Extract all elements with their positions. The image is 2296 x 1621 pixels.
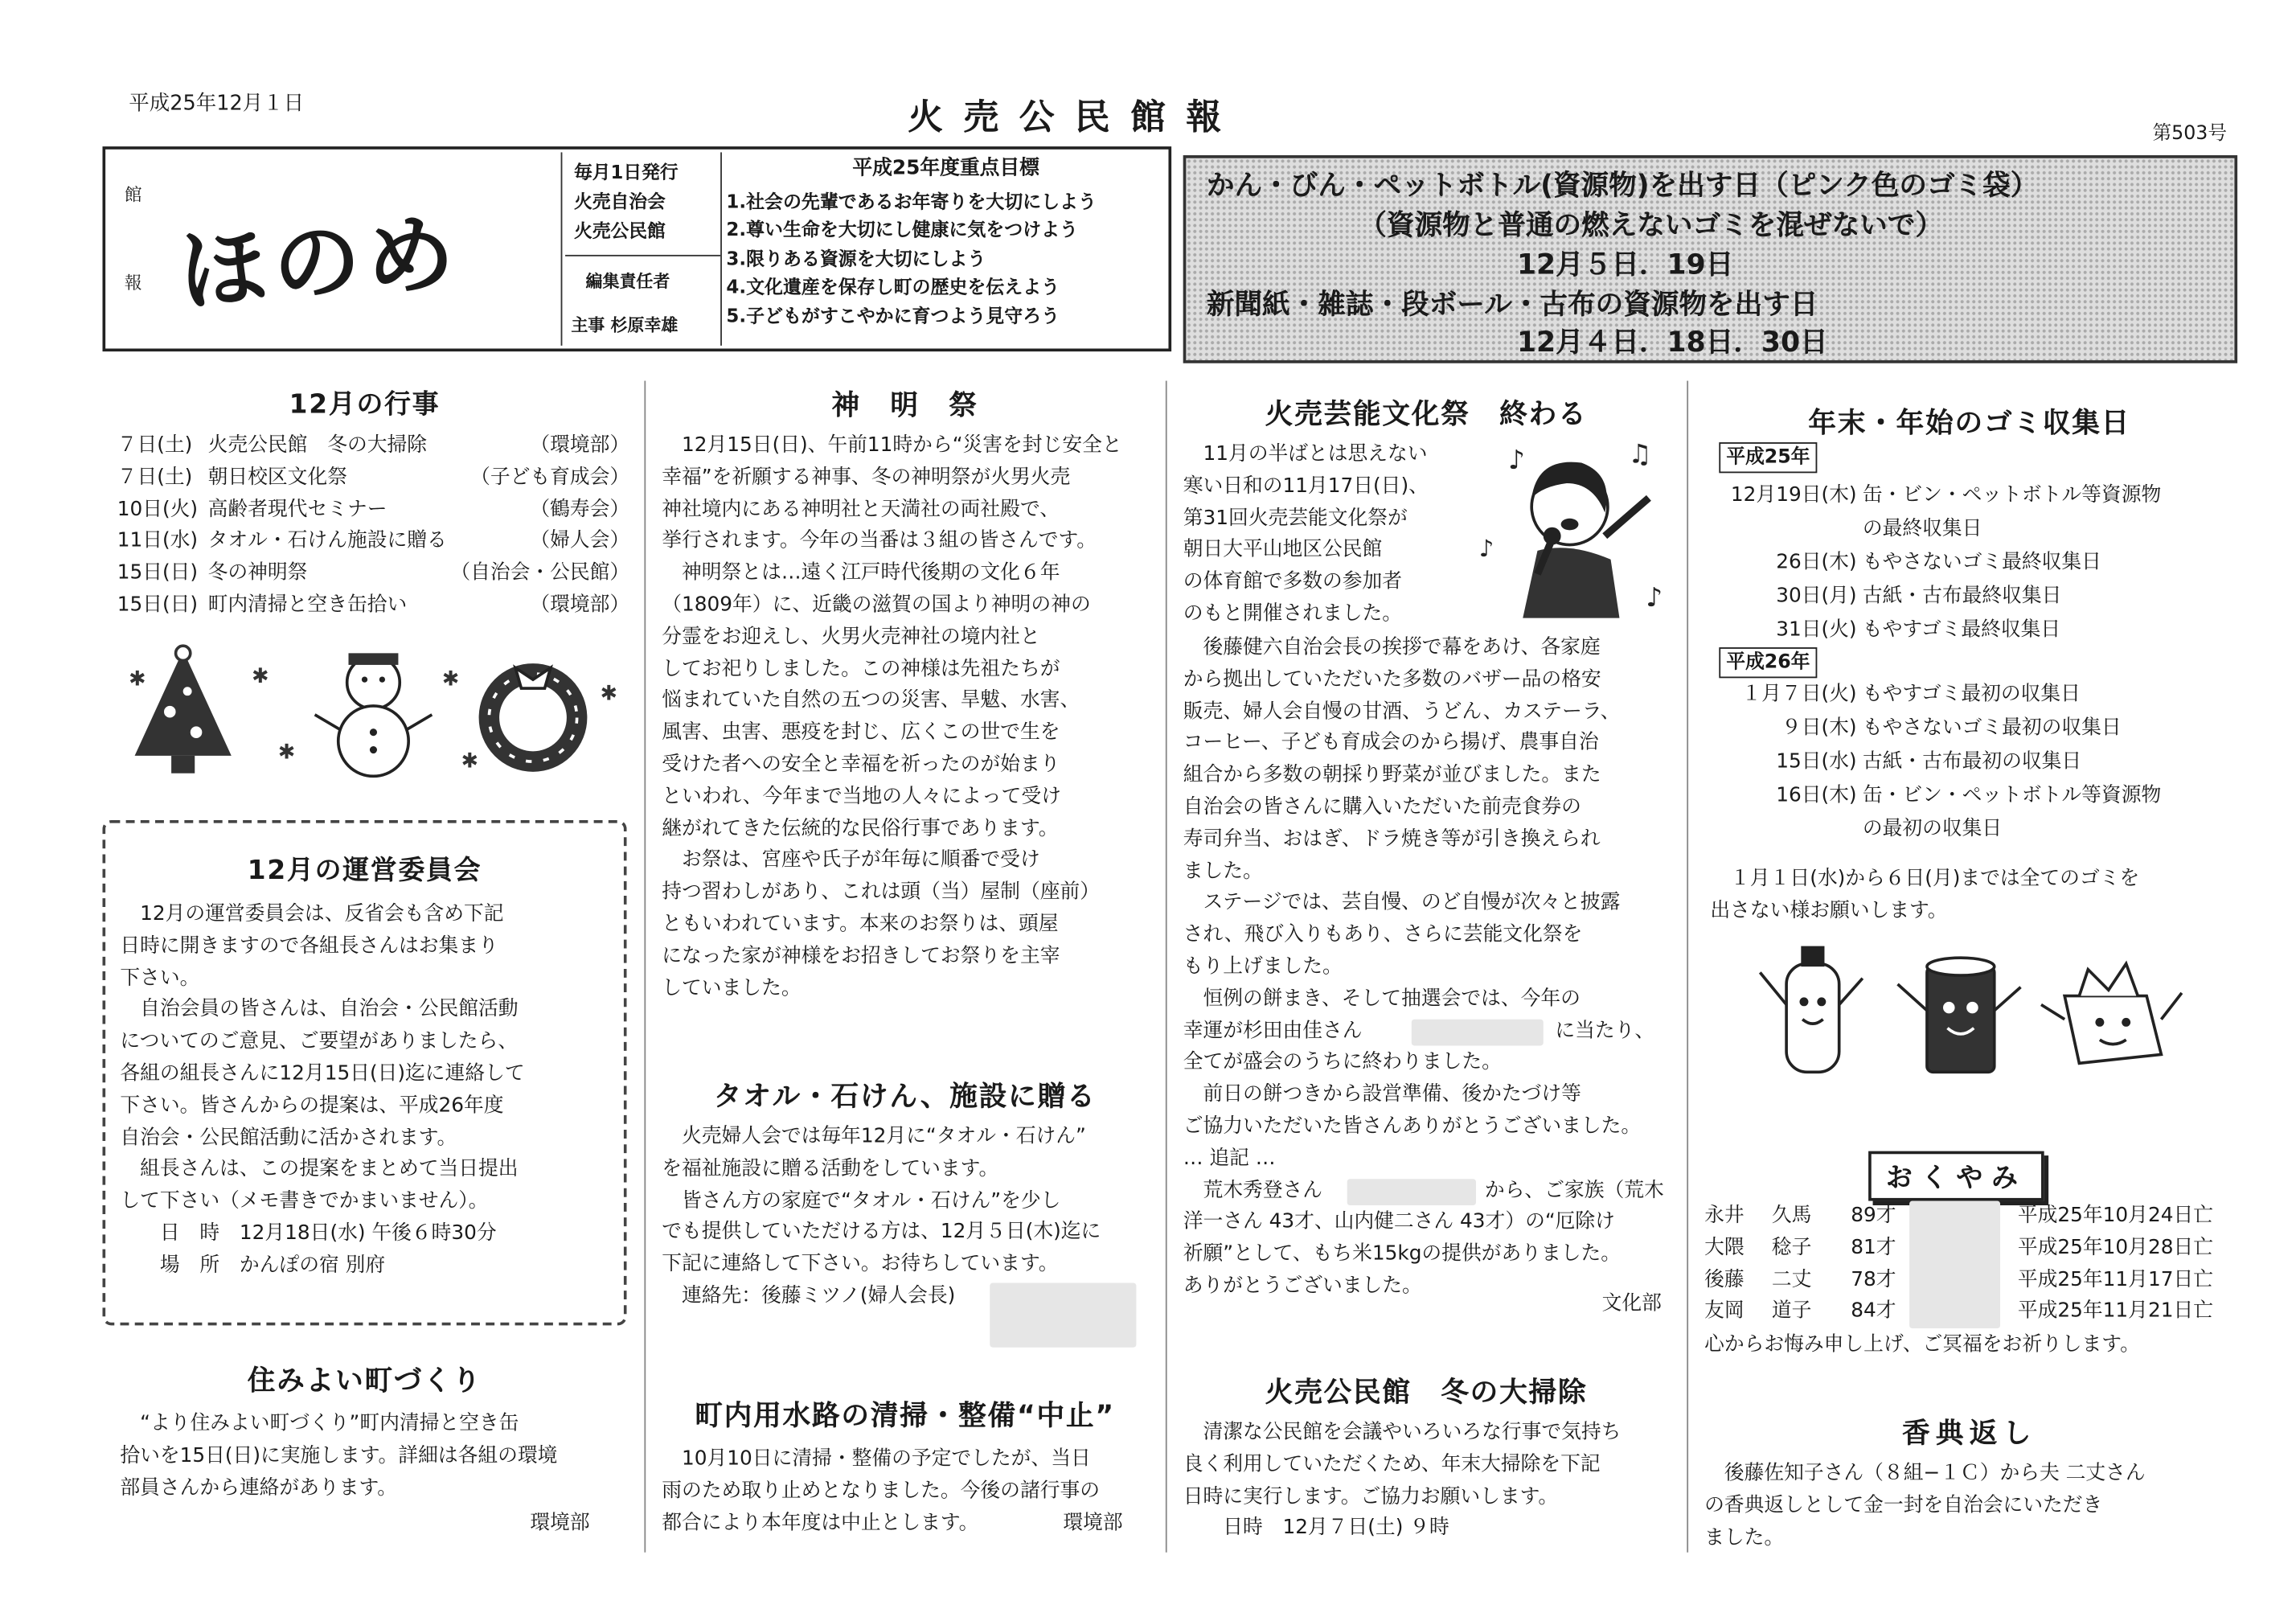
issue-number: 第503号 xyxy=(2152,122,2228,146)
event-row xyxy=(117,590,629,622)
text-line: 受けた者への安全と幸福を祈ったのが始まり xyxy=(662,753,1060,777)
okuyami-given: 道子 xyxy=(1771,1299,1812,1323)
shinmei-body xyxy=(662,430,1121,1005)
text-line: 下さい。皆さんからの提案は、平成26年度 xyxy=(120,1094,504,1118)
text-line: 10月10日に清掃・整備の予定でしたが、当日 xyxy=(662,1447,1091,1471)
text-line: から拠出していただいた多数のバザー品の格安 xyxy=(1183,667,1601,691)
gomi-row xyxy=(1716,747,2244,781)
redacted-address xyxy=(1909,1201,2000,1328)
text-line: 販売、婦人会自慢の甘酒、うどん、カステーラ、 xyxy=(1183,699,1621,724)
bottle-mascot-icon xyxy=(1760,946,1862,1073)
text-line: 雨のため取り止めとなりました。今後の諸行事の xyxy=(662,1479,1100,1503)
okuyami-list xyxy=(1704,1201,2249,1329)
text-line: 自治会の皆さんに購入いただいた前売食券の xyxy=(1183,794,1581,819)
trash-mascots xyxy=(1742,938,2211,1084)
committee-title: 12月の運営委員会 xyxy=(247,855,482,886)
gomi-list-2013 xyxy=(1716,480,2244,648)
redacted-contact xyxy=(990,1283,1136,1348)
gomi-text: 古紙・古布最終収集日 xyxy=(1862,584,2062,608)
geino-sign: 文化部 xyxy=(1601,1291,1662,1315)
event-name: 朝日校区文化祭 xyxy=(207,465,347,489)
events-title: 12月の行事 xyxy=(289,389,441,421)
text-line: 下さい。 xyxy=(120,966,200,990)
text-line: 下記に連絡して下さい。お待ちしています。 xyxy=(662,1252,1059,1276)
okuyami-title-wrap xyxy=(1868,1151,2044,1201)
event-name: タオル・石けん施設に贈る xyxy=(207,529,447,553)
column-divider xyxy=(1687,381,1688,1553)
text-line: 12月15日(日)、午前11時から“災害を封じ安全と xyxy=(662,433,1122,458)
event-date: 15日(日) xyxy=(117,560,199,585)
text-line: 組長さんは、この提案をまとめて当日提出 xyxy=(120,1157,519,1181)
goal-item: 5.子どもがすこやかに育つよう見守ろう xyxy=(726,304,1060,327)
recycle-line: かん・びん・ペットボトル(資源物)を出す日（ピンク色のゴミ袋） xyxy=(1206,170,2039,203)
recycle-line: 新聞紙・雑誌・段ボール・古布の資源物を出す日 xyxy=(1206,288,1818,321)
text-line: 12月の運営委員会は、反省会も含め下記 xyxy=(120,901,504,926)
text-line: ともいわれています。本来のお祭りは、頭屋 xyxy=(662,912,1059,936)
event-row xyxy=(117,495,629,527)
gomi-row xyxy=(1716,581,2244,615)
singer-icon xyxy=(1523,462,1649,618)
event-name: 高齢者現代セミナー xyxy=(207,497,387,521)
text-line: 第31回火売芸能文化祭が xyxy=(1183,506,1408,530)
gomi-title: 年末・年始のゴミ収集日 xyxy=(1808,407,2131,440)
text-line: のもと開催されました。 xyxy=(1183,601,1403,626)
araki-line xyxy=(1183,1176,1664,1208)
text-line: 日時に開きますので各組長さんはお集まり xyxy=(120,934,498,958)
okuyami-given: 久馬 xyxy=(1771,1204,1812,1228)
text-line: 朝日大平山地区公民館 xyxy=(1183,538,1383,562)
recycle-line: 12月４日．18日．30日 xyxy=(1516,326,1828,359)
gomi-date: 16日(木) xyxy=(1776,783,1857,807)
kouden-title: 香典返し xyxy=(1901,1418,2037,1451)
machi-title: 住みよい町づくり xyxy=(247,1365,482,1397)
event-org: （婦人会） xyxy=(530,529,630,553)
text-line: を福祉施設に贈る活動をしています。 xyxy=(662,1156,999,1180)
text-line: 後藤佐知子さん（８組−１Ｃ）から夫 二丈さん xyxy=(1704,1461,2146,1485)
text-line: ました。 xyxy=(1704,1525,1785,1549)
text-line: 継がれてきた伝統的な民俗行事であります。 xyxy=(662,816,1059,840)
svg-text:✱: ✱ xyxy=(252,663,269,688)
winner-line xyxy=(1183,1016,1655,1048)
text-line: についてのご意見、ご要望がありましたら、 xyxy=(120,1029,519,1053)
goal-item: 4.文化遺産を保存し町の歴史を伝えよう xyxy=(726,276,1060,298)
recycle-line: 12月５日．19日 xyxy=(1516,248,1734,281)
text-line: 風害、虫害、悪疫を封じ、広くこの世で生を xyxy=(662,720,1060,745)
gomi-text: 缶・ビン・ペットボトル等資源物 xyxy=(1862,783,2162,807)
machi-body xyxy=(120,1409,557,1504)
text-line: 後藤健六自治会長の挨拶で幕をあけ、各家庭 xyxy=(1183,635,1601,659)
text-line: していました。 xyxy=(662,976,802,1000)
okuyami-closing: 心からお悔み申し上げ、ご冥福をお祈りします。 xyxy=(1704,1332,2140,1356)
text-line: 神社境内にある神明社と天満社の両社殿で、 xyxy=(662,497,1060,521)
logo-kan: 館 xyxy=(124,184,142,205)
gomi-row xyxy=(1716,679,2244,713)
logo-honome: ほのめ xyxy=(175,203,464,325)
text-line: 出さない様お願いします。 xyxy=(1710,898,1948,923)
svg-text:✱: ✱ xyxy=(278,740,296,765)
gomi-row xyxy=(1716,781,2244,815)
text-line: 自治会員の皆さんは、自治会・公民館活動 xyxy=(120,998,519,1022)
text-line: 組合から多数の朝採り野菜が並びました。また xyxy=(1183,763,1601,787)
event-name: 冬の神明祭 xyxy=(207,560,308,585)
okuyami-date: 平成25年11月17日亡 xyxy=(2017,1267,2213,1291)
souji-body xyxy=(1183,1418,1622,1545)
event-org: （鶴寿会） xyxy=(530,497,630,521)
gomi-date: １月７日(火) xyxy=(1741,682,1857,706)
gomi-date: 26日(木) xyxy=(1776,550,1857,574)
column-divider xyxy=(644,381,646,1553)
okuyami-age: 84才 xyxy=(1851,1299,1896,1323)
column-divider xyxy=(1166,381,1167,1553)
event-date: 10日(火) xyxy=(117,497,199,521)
text-line: ご協力いただいた皆さんありがとうございました。 xyxy=(1183,1114,1642,1139)
text-line: ありがとうございました。 xyxy=(1183,1274,1422,1298)
event-org: （環境部） xyxy=(530,593,630,617)
text-line: 寿司弁当、おはぎ、ドラ焼き等が引き換えられ xyxy=(1183,827,1601,851)
text-line: １月１日(水)から６日(月)までは全てのゴミを xyxy=(1710,867,2140,891)
redacted-text xyxy=(1347,1178,1476,1204)
okuyami-age: 89才 xyxy=(1851,1204,1896,1228)
text-line: 恒例の餅まき、そして抽選会では、今年の xyxy=(1183,987,1581,1011)
text-line: してお祀りしました。この神様は先祖たちが xyxy=(662,657,1060,681)
text-line: 日 時 12月18日(水) 午後６時30分 xyxy=(120,1221,497,1246)
gomi-text: の最初の収集日 xyxy=(1862,817,2003,841)
svg-text:✱: ✱ xyxy=(442,667,460,691)
suiro-sign: 環境部 xyxy=(1063,1510,1123,1535)
text-line: 幸福”を祈願する神事、冬の神明祭が火男火売 xyxy=(662,465,1071,489)
music-note-icon: ♪ xyxy=(1646,582,1663,614)
araki-text: 荒木秀登さん xyxy=(1183,1178,1323,1202)
gomi-text: の最終収集日 xyxy=(1862,516,1982,541)
text-line: もり上げました。 xyxy=(1183,954,1343,979)
goal-item: 1.社会の先輩であるお年寄りを大切にしよう xyxy=(726,190,1097,212)
singer-illustration xyxy=(1479,425,1684,630)
gomi-text: 古紙・古布最初の収集日 xyxy=(1862,749,2082,774)
text-line: お祭は、宮座や氏子が年毎に順番で受け xyxy=(662,848,1040,872)
okuyami-title: おくやみ xyxy=(1868,1151,2044,1201)
editor-label: 編集責任者 xyxy=(585,270,670,292)
gomi-text: もやさないゴミ最終収集日 xyxy=(1862,550,2101,574)
gomi-row xyxy=(1716,480,2244,514)
gomi-list-2014 xyxy=(1716,679,2244,847)
text-line: 洋一さん 43才、山内健二さん 43才）の“厄除け xyxy=(1183,1210,1615,1234)
okuyami-date: 平成25年10月24日亡 xyxy=(2017,1204,2213,1228)
svg-text:✱: ✱ xyxy=(129,667,146,691)
text-line: 皆さん方の家庭で“タオル・石けん”を少し xyxy=(662,1188,1061,1213)
gomi-text: 缶・ビン・ペットボトル等資源物 xyxy=(1862,483,2162,507)
committee-body xyxy=(120,899,524,1282)
text-line: 拾いを15日(日)に実施します。詳細は各組の環境 xyxy=(120,1443,558,1467)
event-name: 町内清掃と空き缶拾い xyxy=(207,593,408,617)
text-line: でも提供していただける方は、12月５日(木)迄に xyxy=(662,1220,1101,1245)
gomi-row xyxy=(1716,815,2244,848)
towel-title: タオル・石けん、施設に贈る xyxy=(713,1081,1097,1114)
winner-text: 幸運が杉田由佳さん xyxy=(1183,1018,1363,1043)
text-line: 日時に実行します。ご協力お願いします。 xyxy=(1183,1484,1559,1508)
text-line: の体育館で多数の参加者 xyxy=(1183,569,1403,594)
event-org: （環境部） xyxy=(530,433,630,458)
gomi-row xyxy=(1716,514,2244,548)
suiro-title: 町内用水路の清掃・整備“中止” xyxy=(695,1400,1115,1433)
gomi-row xyxy=(1716,713,2244,747)
gomi-note xyxy=(1710,864,2139,928)
event-date: 11日(水) xyxy=(117,529,199,553)
text-line: 火売婦人会では毎年12月に“タオル・石けん” xyxy=(662,1124,1086,1148)
gomi-row xyxy=(1716,548,2244,581)
okuyami-date: 平成25年11月21日亡 xyxy=(2017,1299,2213,1323)
text-line: 自治会・公民館活動に活かされます。 xyxy=(120,1125,457,1150)
publication-info xyxy=(565,152,722,345)
okuyami-date: 平成25年10月28日亡 xyxy=(2017,1235,2213,1260)
text-line: 祈願”として、もち米15kgの提供がありました。 xyxy=(1183,1241,1622,1266)
masthead-logo-area xyxy=(114,152,562,345)
geino-title: 火売芸能文化祭 終わる xyxy=(1265,398,1588,431)
okuyami-age: 81才 xyxy=(1851,1235,1896,1260)
souji-title: 火売公民館 冬の大掃除 xyxy=(1265,1377,1588,1410)
text-line: ステージでは、芸自慢、のど自慢が次々と披露 xyxy=(1183,891,1621,915)
text-line: の香典返しとして金一封を自治会にいただき xyxy=(1704,1493,2103,1517)
pub-line: 火売公民館 xyxy=(573,220,666,242)
text-line: “より住みよい町づくり”町内清掃と空き缶 xyxy=(120,1411,519,1435)
recycle-line: （資源物と普通の燃えないゴミを混ぜないで） xyxy=(1359,209,1944,242)
text-line: 寒い日和の11月17日(日)、 xyxy=(1183,474,1429,498)
logo-hou: 報 xyxy=(124,272,142,293)
event-date: 15日(日) xyxy=(117,593,199,617)
gomi-text: もやすゴミ最初の収集日 xyxy=(1862,682,2081,706)
okuyami-surname: 友岡 xyxy=(1704,1299,1745,1323)
gomi-row xyxy=(1716,615,2244,649)
okuyami-surname: 永井 xyxy=(1704,1204,1745,1228)
text-line: 良く利用していただくため、年末大掃除を下記 xyxy=(1183,1452,1601,1476)
geino-intro xyxy=(1183,439,1429,630)
araki-text-end: から、ご家族（荒木 xyxy=(1484,1178,1664,1202)
okuyami-given: 稔子 xyxy=(1771,1235,1812,1260)
annual-goals xyxy=(726,155,1165,330)
text-line: 場 所 かんぽの宿 別府 xyxy=(120,1253,386,1277)
text-line: 分霊をお迎えし、火男火売神社の境内社と xyxy=(662,625,1040,649)
text-line: 都合により本年度は中止とします。 xyxy=(662,1510,979,1535)
shinmei-title: 神 明 祭 xyxy=(831,389,978,422)
pub-line: 火売自治会 xyxy=(573,190,666,213)
event-date: ７日(土) xyxy=(117,433,193,458)
okuyami-age: 78才 xyxy=(1851,1267,1896,1291)
text-line: して下さい（メモ書きでかまいません）。 xyxy=(120,1189,489,1213)
okuyami-surname: 大隈 xyxy=(1704,1235,1745,1260)
music-note-icon: ♪ xyxy=(1508,444,1525,475)
issue-date: 平成25年12月１日 xyxy=(129,92,305,116)
newsletter-title: 火売公民館報 xyxy=(908,95,1242,138)
text-line: 連絡先：後藤ミツノ(婦人会長) xyxy=(662,1284,956,1308)
snowman-icon xyxy=(315,653,433,776)
event-row xyxy=(117,462,629,495)
gomi-date: 30日(月) xyxy=(1776,584,1857,608)
recycle-notice xyxy=(1183,155,2237,363)
gomi-date: 31日(火) xyxy=(1776,618,1857,642)
text-line: 11月の半ばとは思えない xyxy=(1183,442,1428,466)
text-line: 神明祭とは…遠く江戸時代後期の文化６年 xyxy=(662,560,1060,585)
text-line: といわれ、今年まで当地の人々によって受け xyxy=(662,784,1061,808)
text-line: 清潔な公民館を会議やいろいろな行事で気持ち xyxy=(1183,1420,1622,1444)
text-line: 持つ習わしがあり、これは頭（当）屋制（座前） xyxy=(662,880,1100,905)
text-line: になった家が神様をお招きしてお祭りを主宰 xyxy=(662,944,1060,968)
okuyami-surname: 後藤 xyxy=(1704,1267,1745,1291)
text-line: 日時 12月７日(土) ９時 xyxy=(1183,1516,1449,1541)
event-row xyxy=(117,527,629,559)
christmas-illustrations xyxy=(117,642,618,782)
goals-title: 平成25年度重点目標 xyxy=(852,156,1039,181)
pub-line: 毎月1日発行 xyxy=(573,161,679,183)
text-line: 前日の餅つきから設営準備、後かたづけ等 xyxy=(1183,1082,1581,1106)
event-org: （子ども育成会） xyxy=(470,465,630,489)
text-line: 部員さんから連絡があります。 xyxy=(120,1475,398,1500)
event-row xyxy=(117,558,629,590)
machi-sign: 環境部 xyxy=(530,1511,590,1535)
text-line: 全てが盛会のうちに終わりました。 xyxy=(1183,1050,1502,1074)
goal-item: 3.限りある資源を大切にしよう xyxy=(726,247,986,269)
can-mascot-icon xyxy=(1898,958,2021,1072)
event-name: 火売公民館 冬の大掃除 xyxy=(207,433,427,458)
text-line: 悩まれていた自然の五つの災害、旱魃、水害、 xyxy=(662,688,1080,712)
svg-text:✱: ✱ xyxy=(600,681,618,706)
goal-item: 2.尊い生命を大切にし健康に気をつけよう xyxy=(726,218,1079,241)
year-label: 平成25年 xyxy=(1719,442,1817,473)
event-org: （自治会・公民館） xyxy=(450,560,630,585)
music-note-icon: ♫ xyxy=(1628,438,1652,470)
text-line: コーヒー、子ども育成会のから揚げ、農事自治 xyxy=(1183,731,1599,755)
gomi-date: 12月19日(木) xyxy=(1730,483,1857,507)
suiro-body xyxy=(662,1444,1100,1540)
svg-text:✱: ✱ xyxy=(461,749,479,774)
year-label: 平成26年 xyxy=(1719,647,1817,678)
paper-box-mascot-icon xyxy=(2041,963,2182,1063)
text-line: ました。 xyxy=(1183,859,1263,883)
text-line: … 追記 … xyxy=(1183,1146,1276,1170)
wreath-icon xyxy=(489,668,576,762)
text-line: 挙行されます。今年の当番は３組の皆さんです。 xyxy=(662,529,1097,553)
gomi-text: もやすゴミ最終収集日 xyxy=(1862,618,2061,642)
divider xyxy=(565,255,720,256)
text-line: （1809年）に、近畿の滋賀の国より神明の神の xyxy=(662,593,1091,617)
christmas-tree-icon xyxy=(135,646,232,773)
text-line: され、飛び入りもあり、さらに芸能文化祭を xyxy=(1183,922,1583,946)
event-date: ７日(土) xyxy=(117,465,193,489)
gomi-date: ９日(木) xyxy=(1781,716,1857,740)
editor-name: 主事 杉原幸雄 xyxy=(571,314,679,336)
redacted-text xyxy=(1412,1019,1544,1045)
events-list xyxy=(117,430,629,622)
gomi-text: もやさないゴミ最初の収集日 xyxy=(1862,716,2122,740)
okuyami-given: 二丈 xyxy=(1771,1267,1812,1291)
winner-text-end: に当たり、 xyxy=(1555,1018,1655,1043)
music-note-icon: ♪ xyxy=(1478,535,1494,563)
kouden-body xyxy=(1704,1459,2146,1554)
event-row xyxy=(117,430,629,462)
gomi-date: 15日(水) xyxy=(1776,749,1857,774)
text-line: 各組の組長さんに12月15日(日)迄に連絡して xyxy=(120,1061,525,1085)
